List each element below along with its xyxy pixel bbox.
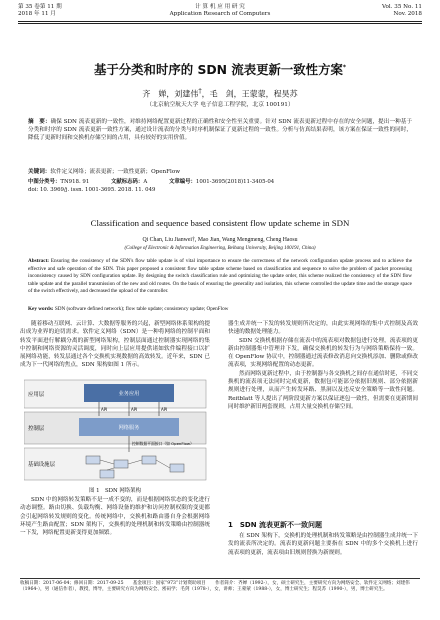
keywords-label: 关键词： xyxy=(28,169,51,175)
abstract-cn xyxy=(28,118,412,143)
header-volume-cn: 第 35 卷第 11 期 xyxy=(18,4,62,10)
controller-label: 网络服务 xyxy=(118,425,140,431)
clc-label: 中图分类号： xyxy=(28,179,61,185)
author-list: 齐 婵，刘建伟†，毛 剑，王蒙蒙，程昊苏 xyxy=(142,87,298,99)
figure-sdn-architecture xyxy=(24,378,208,482)
body-column-right-bottom xyxy=(228,532,418,557)
layer-label-control: 控制层 xyxy=(28,426,45,432)
body-paragraph: 器生成并统一下发的转发规则所决定的，由此实现网络的集中式控制及高效快速的数据处理能力。 xyxy=(228,321,418,336)
affiliation: （北京航空航天大学 电子信息工程学院，北京 100191） xyxy=(146,102,294,108)
body-paragraph: SDN 交换机根据存储在流表中的流表项对数据包进行处理，流表项的更新由控制器集中管理并下发，确保交换机的转发行为与网络策略保持一致。在 OpenFlow 协议中，控制器通过流表修改消息向交换机添加、删除或修改流表项，实现网络配置的动态更新。 xyxy=(228,337,418,369)
english-keywords xyxy=(28,306,412,314)
api-label: API xyxy=(131,407,138,412)
article-meta xyxy=(28,178,412,194)
body-paragraph: SDN 中的网络转发策略不是一成不变的，而是根据网络状态的变化进行动态调整。路由切换、负载均衡、网络设备的维护和访问控制权限的变更都会引起网络转发规则的变化。传统网络中，交换机和路由器自身会根据网络环境产生路由配置；SDN 架构下，交换机的处理机制和转发策略由控制器统一下发，网络配置更新变得更加频繁。 xyxy=(20,497,210,537)
figure-caption: 图 1 SDN 网络架构 xyxy=(89,488,141,494)
english-abstract-label: Abstract: xyxy=(28,258,50,264)
abstract-label: 摘 要： xyxy=(28,119,51,125)
api-label: API xyxy=(101,407,108,412)
layer-label-app: 应用层 xyxy=(28,392,45,398)
switch-node xyxy=(142,456,156,464)
header-journal-en: Application Research of Computers xyxy=(169,11,271,17)
header-volume-en-line: Vol. 35 No. 11 xyxy=(382,4,422,10)
english-affiliation: (College of Electronic & Information Engineering, Beihang University, Beijing 100191, China) xyxy=(124,246,316,251)
doc-label: 文献标志码： xyxy=(110,179,144,185)
paper-title xyxy=(0,60,440,78)
header-journal xyxy=(18,4,422,18)
body-paragraph: 随着移动互联网、云计算、大数据等服务的兴起，新型网络体系架构的提出成为业界的迫切需求。软件定义网络（SDN）是一种将网络的控制平面和转发平面进行解耦分离的新型网络架构，控制层面通过控制器实现网络的集中控制和网络资源的灵活调度，同时向上层应用提供诸如软件编程接口以扩展网络功能，转发层通过各个交换机实现数据的高效转发。近年来，SDN 已成为下一代网络的焦点，SDN 架构如图 1 所示。 xyxy=(20,321,211,369)
body-column-left-bottom xyxy=(20,496,210,537)
switch-node xyxy=(100,470,114,478)
footnote: 收稿日期：2017-06-04；修回日期：2017-09-25 基金项目：国家“973”计划资助项目 作者简介：齐婵（1992-），女，硕士研究生，主要研究方向为网络安全、软件定义网络；刘建伟（1964-），男（通信作者），教授，博导，主要研究方向为网络安全、密码学；毛剑（1978-），女，讲师；王蒙蒙（1988-），女，博士研究生；程昊苏（1990-），男，博士研究生。 xyxy=(20,578,420,594)
article-value: 1001-3695(2018)11-3405-04 xyxy=(195,179,275,185)
english-keywords-label: Key words: xyxy=(28,306,54,312)
keywords-cn xyxy=(28,168,412,176)
header-journal-cn: 计 算 机 应 用 研 究 xyxy=(195,4,245,10)
abstract-text: 确保 SDN 流表更新的一致性，对维持网络配置更新过程的正确性和安全性至关重要。针对 SDN 流表更新过程中存在的安全问题，提出一种基于分类和时序的 SDN 流表更新一致性方案，通过设计流表的分类与时序机制保证了更新过程的一致性。分析与仿真结果表明，该方案在保证一致性的同时，降低了更新时间和交换机存储空间的占用，具有较好的实用价值。 xyxy=(28,119,412,142)
english-authors: Qi Chan, Liu Jianwei†, Mao Jian, Wang Mengmeng, Cheng Haosu xyxy=(142,237,298,243)
title-footnote-mark: * xyxy=(342,63,346,71)
header-rule xyxy=(18,21,422,22)
switch-node xyxy=(86,456,100,464)
paper-title-text: 基于分类和时序的 SDN 流表更新一致性方案 xyxy=(94,62,343,77)
body-column-left xyxy=(20,320,210,370)
english-abstract-text: Ensuring the consistency of the SDN's flow table update is of vital importance to ensure the correctness of the network configuration update process and to achieve the effective and safe operation of the SDN. This paper proposed a consistent flow table update scheme based on classification and sequence to solve the problem of packet processing inconsistency caused by SDN configuration update. By designing the switch classification rule and optimizing the update order, this scheme realized the consistency of the SDN flow table update and the parallel transmission of the new and old routes. On the basis of ensuring the generality and isolation, this scheme controlled the update time and the storage space of the switch effectively, and decreased the upload of the controller. xyxy=(28,258,412,295)
english-abstract xyxy=(28,258,412,296)
header-volume-en xyxy=(382,4,422,18)
english-title: Classification and sequence based consistent flow update scheme in SDN xyxy=(90,218,350,228)
doc-value: A xyxy=(143,179,148,185)
api-label: API xyxy=(161,407,168,412)
header-rule-thin xyxy=(18,23,422,24)
body-column-right xyxy=(228,320,418,411)
doi: doi: 10. 3969/j. issn. 1001-3695. 2018. 11. 049 xyxy=(28,187,156,193)
app-box-label: 业务应用 xyxy=(118,391,140,397)
switch-node xyxy=(114,460,128,468)
section-heading: 1 SDN 流表更新不一致问题 xyxy=(228,521,323,529)
clc-value: TN918. 91 xyxy=(60,179,90,185)
english-keywords-text: SDN (software defined network); flow table update; consistency update; OpenFlow xyxy=(54,306,229,312)
body-paragraph: 在 SDN 架构下，交换机的处理机制和转发策略是由控制器生成并统一下发的流表所决定的。流表的更新问题主要指在 SDN 中的多个交换机上进行流表项的更新，流表项由旧规则替换为新规则。 xyxy=(228,533,418,556)
layer-label-infra: 基础设施层 xyxy=(28,462,55,468)
article-label: 文章编号： xyxy=(168,179,196,185)
protocol-label: 控制数据平面接口（如 OpenFlow） xyxy=(132,441,194,446)
sdn-architecture-diagram xyxy=(24,378,208,482)
header-date-cn: 2018 年 11 月 xyxy=(18,11,56,17)
header-date-en: Nov. 2018 xyxy=(393,11,422,17)
switch-node xyxy=(170,464,184,472)
body-paragraph: 然而网络更新过程中，由于控制器与各交换机之间存在通信时延，不同交换机的流表项无法同时完成更新，数据包可能部分依据旧规则、部分依据新规则进行处理，从而产生转发环路、黑洞以及违反安全策略等一致性问题。Reitblatt 等人提出了两阶段更新方案以保证逐包一致性，但需要在更新期间同时维护新旧两套规则，占用大量交换机存储空间。 xyxy=(228,370,419,410)
running-header xyxy=(18,4,422,24)
keywords-text: 软件定义网络；流表更新；一致性更新；OpenFlow xyxy=(50,169,180,175)
